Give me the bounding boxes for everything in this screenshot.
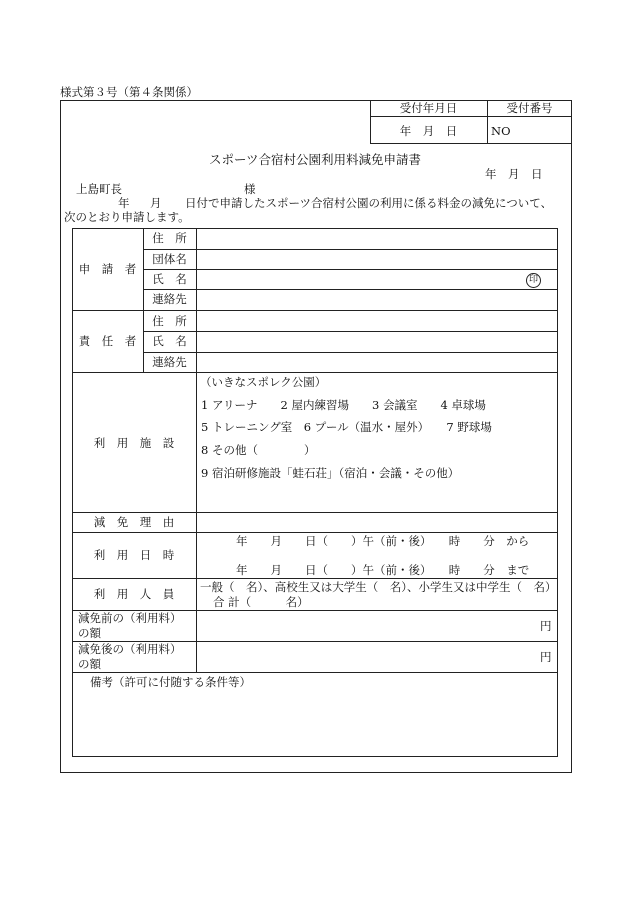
applicant-address-field[interactable] xyxy=(197,229,557,249)
intro-text-line2: 次のとおり申請します。 xyxy=(64,210,190,224)
usage-datetime-label: 利 用 日 時 xyxy=(93,548,175,562)
facilities-options-row1[interactable]: 1 アリーナ 2 屋内練習場 3 会議室 4 卓球場 xyxy=(201,398,486,412)
responsible-name-field[interactable] xyxy=(197,332,557,352)
addressee: 上島町長 xyxy=(76,182,122,196)
applicant-name-field[interactable] xyxy=(197,270,517,289)
addressee-honorific: 様 xyxy=(244,182,256,196)
fee-after-unit: 円 xyxy=(540,650,552,664)
users-total[interactable]: 合 計（ 名） xyxy=(213,595,309,609)
reception-date-value: 年 月 日 xyxy=(399,124,458,138)
responsible-contact-label: 連絡先 xyxy=(152,355,187,369)
responsible-address-label: 住 所 xyxy=(152,314,187,328)
facilities-park-name[interactable]: （いきなスポレク公園） xyxy=(200,375,327,389)
intro-text: 日付で申請したスポーツ合宿村公園の利用に係る料金の減免について、 xyxy=(185,196,553,210)
applicant-address-label: 住 所 xyxy=(152,231,187,245)
reason-field[interactable] xyxy=(197,513,557,532)
facilities-label: 利 用 施 設 xyxy=(93,436,175,450)
facilities-lodging[interactable]: 9 宿泊研修施設「蛙石荘」（宿泊・会議・その他） xyxy=(201,466,460,480)
fee-before-unit: 円 xyxy=(540,619,552,633)
usage-from[interactable]: 年 月 日（ ）午（前・後） 時 分 から xyxy=(236,534,530,548)
fee-before-label-line2: の額 xyxy=(78,626,101,640)
responsible-label: 責 任 者 xyxy=(78,334,137,348)
applicant-label: 申 請 者 xyxy=(78,262,137,276)
reception-date-header: 受付年月日 xyxy=(399,101,458,115)
remarks-field[interactable] xyxy=(73,690,557,755)
responsible-name-label: 氏 名 xyxy=(152,334,187,348)
fee-before-field[interactable] xyxy=(197,611,537,641)
reason-label: 減 免 理 由 xyxy=(93,515,175,529)
form-number: 様式第３号（第４条関係） xyxy=(60,85,198,99)
responsible-address-field[interactable] xyxy=(197,311,557,331)
fee-after-label: 減免後の（利用料） xyxy=(78,642,182,656)
application-date: 年 月 日 xyxy=(485,167,543,181)
reception-number-value: NO xyxy=(491,124,511,138)
intro-year: 年 xyxy=(118,196,130,210)
fee-after-label-line2: の額 xyxy=(78,657,101,671)
facilities-options-row2[interactable]: 5 トレーニング室 6 プール（温水・屋外） 7 野球場 xyxy=(201,420,492,434)
form-title: スポーツ合宿村公園利用料減免申請書 xyxy=(208,152,421,167)
applicant-contact-label: 連絡先 xyxy=(152,292,187,306)
fee-after-field[interactable] xyxy=(197,642,537,672)
applicant-group-label: 団体名 xyxy=(152,252,187,266)
seal-icon: 印 xyxy=(526,273,541,288)
remarks-label: 備考（許可に付随する条件等） xyxy=(90,675,251,689)
usage-to[interactable]: 年 月 日（ ）午（前・後） 時 分 まで xyxy=(236,563,530,577)
applicant-group-field[interactable] xyxy=(197,250,557,269)
users-label: 利 用 人 員 xyxy=(93,587,175,601)
reception-number-header: 受付番号 xyxy=(506,101,553,115)
applicant-contact-field[interactable] xyxy=(197,290,557,310)
applicant-name-label: 氏 名 xyxy=(152,272,187,286)
fee-before-label: 減免前の（利用料） xyxy=(78,611,182,625)
facilities-other[interactable]: 8 その他（ ） xyxy=(201,443,316,457)
responsible-contact-field[interactable] xyxy=(197,353,557,372)
intro-month: 月 xyxy=(150,196,162,210)
users-breakdown[interactable]: 一般（ 名）、高校生又は大学生（ 名）、小学生又は中学生（ 名） xyxy=(200,580,557,594)
